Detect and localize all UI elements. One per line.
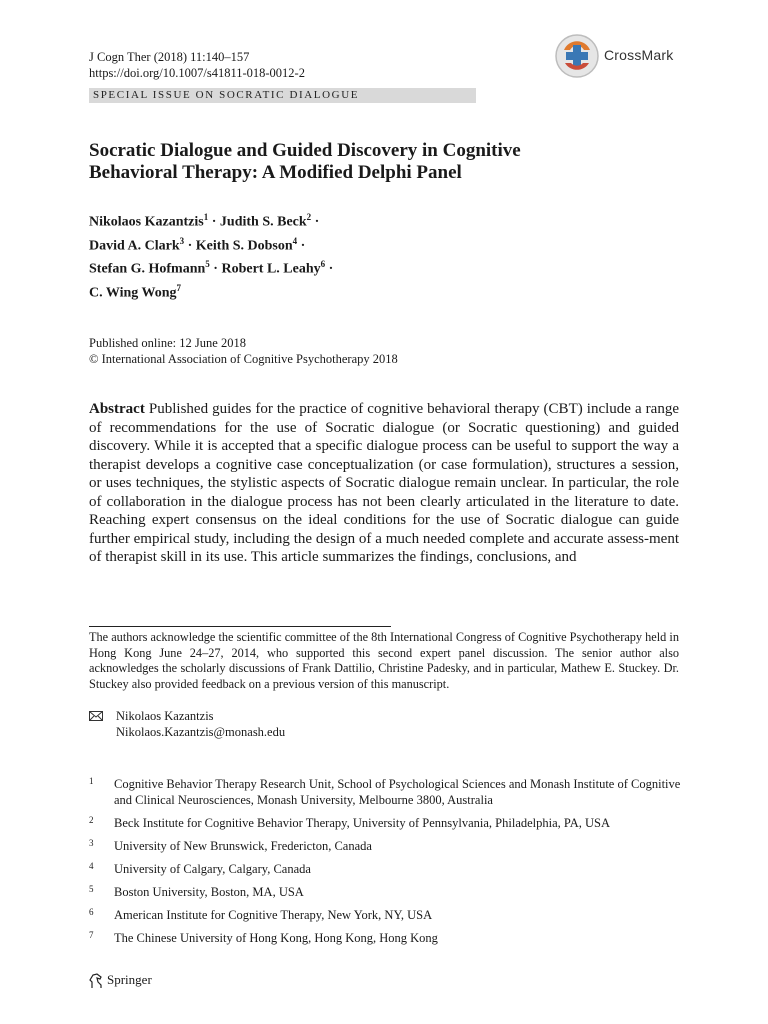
publication-info [89, 335, 398, 367]
affiliation-text: American Institute for Cognitive Therapy, New York, NY, USA [114, 908, 433, 922]
author-line: Stefan G. Hofmann$^5$ · Robert L. Leahy$^6$ · [89, 259, 334, 277]
author-affiliation: 1 [203, 212, 209, 222]
author-affiliation: 3 [179, 235, 185, 246]
author-line: David A. Clark$^3$ · Keith S. Dobson$^4$ · [89, 235, 306, 254]
journal-header [89, 49, 305, 81]
affiliation-text: Boston University, Boston, MA, USA [114, 885, 304, 899]
affiliation-text: The Chinese University of Hong Kong, Hong Kong, Hong Kong [114, 931, 438, 945]
author-line: Nikolaos Kazantzis$^1$ · Judith S. Beck$^2$ · [89, 212, 320, 230]
publisher-logo [89, 972, 152, 989]
author-affiliation: 4 [292, 235, 298, 246]
affiliation-text: Cognitive Behavior Therapy Research Unit, School of Psychological Sciences and Monash Institute of Cognitive and Clinical Neurosciences, Monash University, Melbourne 3800, Australia [114, 777, 681, 807]
author-affiliation: 2 [306, 212, 312, 222]
affiliation-text: Beck Institute for Cognitive Behavior Therapy, University of Pennsylvania, Philadelphia, PA, USA [114, 816, 610, 830]
abstract-text: Published guides for the practice of cognitive behavioral therapy (CBT) include a range of recommendations for the use of Socratic dialogue (or Socratic questioning) and guided discovery. While it is accepted that a specific dialogue process can be useful to support the way a therapist develops a cognitive case conceptualization (or case formulation), structures a session, or uses techniques, the stylistic aspects of Socratic dialogue remain unclear. In particular, the role of collaboration in the dialogue process has not been clearly articulated in the literature to date. Reaching expert consensus on the ideal conditions for the use of Socratic dialogue can guide further empirical study, including the design of a much needed complete and accurate assess-ment of therapist skill in its use. This article summarizes the findings, conclusions, and [89, 401, 679, 565]
author-name[interactable]: Robert L. Leahy [221, 261, 321, 277]
title-line-1: Socratic Dialogue and Guided Discovery in Cognitive [89, 140, 521, 161]
author-affiliation: 5 [205, 259, 210, 270]
crossmark-icon [554, 33, 600, 79]
doi-link[interactable]: https://doi.org/10.1007/s41811-018-0012-2 [89, 66, 305, 80]
affiliation-number: 7 [89, 930, 94, 940]
crossmark-badge[interactable] [554, 33, 684, 79]
footnote-divider [89, 626, 391, 627]
author-name[interactable]: Nikolaos Kazantzis [89, 214, 204, 230]
affiliation-number: 2 [89, 815, 94, 825]
author-name[interactable]: C. Wing Wong [89, 285, 177, 301]
affiliation-number: 5 [89, 884, 94, 894]
copyright-line: © International Association of Cognitive Psychotherapy 2018 [89, 352, 398, 366]
author-name[interactable]: Judith S. Beck [219, 214, 307, 230]
author-name[interactable]: Stefan G. Hofmann [89, 261, 206, 277]
affiliation-number: 6 [89, 907, 94, 917]
affiliation-text: University of Calgary, Calgary, Canada [114, 862, 311, 876]
affiliation-number: 3 [89, 838, 94, 848]
affiliation-number: 1 [89, 776, 94, 786]
author-name[interactable]: Keith S. Dobson [195, 238, 293, 254]
special-issue-banner: SPECIAL ISSUE ON SOCRATIC DIALOGUE [89, 88, 476, 103]
publisher-name: Springer [107, 972, 152, 987]
crossmark-label: CrossMark [604, 47, 674, 63]
published-date: Published online: 12 June 2018 [89, 336, 246, 350]
abstract-label: Abstract [89, 401, 145, 417]
article-title [89, 140, 689, 184]
envelope-icon [89, 711, 103, 721]
author-line [89, 279, 333, 303]
author-list [89, 208, 333, 303]
acknowledgement: The authors acknowledge the scientific committee of the 8th International Congress of Cognitive Psychotherapy held in Hong Kong June 24–27, 2014, who supported this second expert panel discussion. The senior author also acknowledges the scholarly discussions of Frank Dattilio, Christine Padesky, and in particular, Mathew E. Stuckey. Dr. Stuckey also provided feedback on a previous version of this manuscript. [89, 630, 679, 691]
correspondence-name: Nikolaos Kazantzis [116, 709, 214, 723]
affiliation-text: University of New Brunswick, Fredericton, Canada [114, 839, 372, 853]
author-affiliation: 6 [320, 259, 326, 270]
author-name[interactable]: David A. Clark [89, 238, 180, 254]
correspondence-email[interactable]: Nikolaos.Kazantzis@monash.edu [116, 724, 286, 739]
abstract [89, 400, 679, 567]
author-affiliation: 7 [176, 282, 182, 293]
springer-horse-icon [89, 973, 103, 989]
journal-citation: J Cogn Ther (2018) 11:140–157 [89, 50, 250, 64]
affiliation-number: 4 [89, 861, 94, 871]
title-line-2: Behavioral Therapy: A Modified Delphi Panel [89, 162, 462, 183]
